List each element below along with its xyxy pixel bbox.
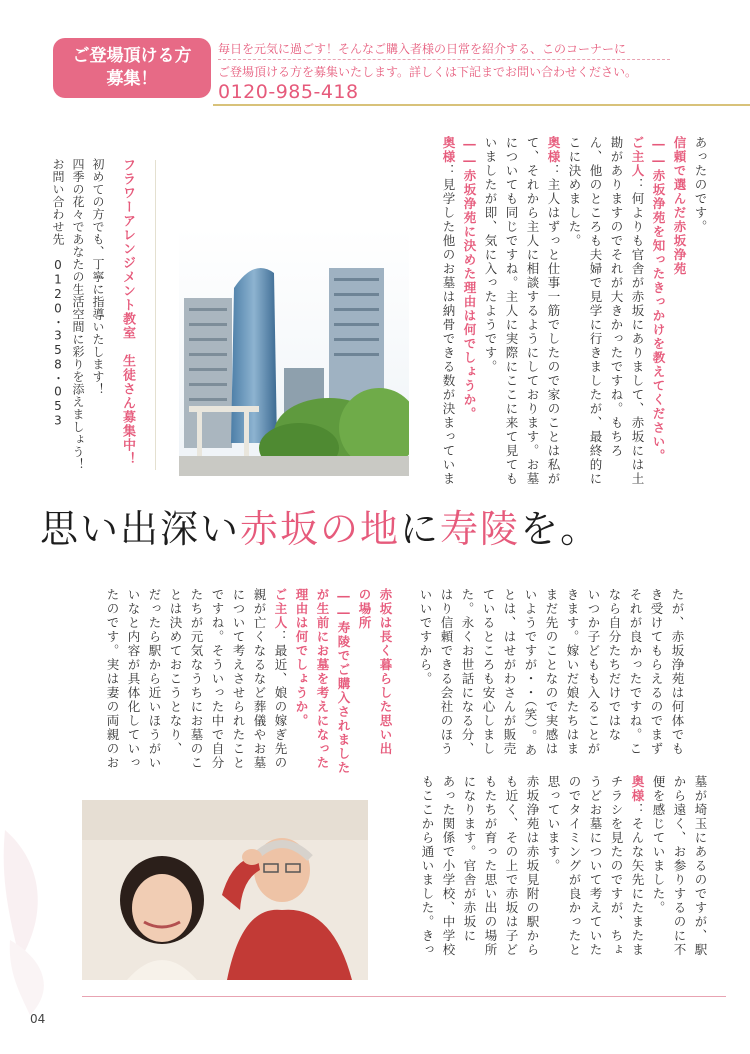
couple-photo bbox=[82, 800, 368, 980]
upper-question: ――赤坂浄苑に決めた理由は何でしょうか。 bbox=[462, 136, 477, 421]
title-part5: を。 bbox=[520, 507, 601, 551]
lower-text: きます。嫁いだ娘たちはま bbox=[565, 588, 580, 756]
page-number: 04 bbox=[30, 1012, 46, 1026]
lower-column bbox=[228, 588, 249, 788]
upper-column bbox=[669, 136, 690, 488]
contact-phone: 0120・358・053 bbox=[51, 258, 65, 428]
lower-column bbox=[438, 775, 459, 987]
lower-column bbox=[207, 588, 228, 788]
lower-column bbox=[186, 588, 207, 788]
upper-text: こに決めました。 bbox=[567, 136, 582, 248]
upper-column bbox=[564, 136, 585, 488]
lower-column bbox=[499, 588, 520, 766]
upper-speaker: 奥様 bbox=[546, 136, 561, 164]
lower-column bbox=[606, 775, 627, 987]
lower-text: はり信頼できる会社のほう bbox=[439, 588, 454, 756]
lower-column bbox=[436, 588, 457, 766]
upper-column bbox=[459, 136, 480, 488]
lower-text: いつか子どもも入ることが bbox=[586, 588, 601, 756]
lower-text: それが良かったですね。こ bbox=[628, 588, 643, 756]
upper-speaker: 奥様 bbox=[441, 136, 456, 164]
lower-text: だったら駅から近いほうがい bbox=[147, 588, 162, 770]
upper-text: いましたが即、気に入ったようです。 bbox=[483, 136, 498, 374]
upper-column bbox=[543, 136, 564, 488]
lower-column bbox=[690, 775, 711, 987]
lower-speaker: ご主人 bbox=[273, 588, 288, 630]
upper-text: ：見学した他のお墓は納骨できる数が決まっていま bbox=[441, 164, 456, 486]
lower-heading: の場所 bbox=[357, 588, 372, 630]
lower-column bbox=[646, 588, 667, 766]
lower-text: き受けてもらえるのでまず bbox=[649, 588, 664, 756]
lower-text: いようですが・・（笑）。あ bbox=[523, 588, 538, 758]
upper-heading: 信頼で選んだ赤坂浄苑 bbox=[672, 136, 687, 276]
lower-text: になります。官舎が赤坂に bbox=[462, 775, 477, 943]
lower-column bbox=[478, 588, 499, 766]
header-phone: 0120-985-418 bbox=[218, 81, 359, 103]
lower-text: 便を感じていました。 bbox=[651, 775, 666, 915]
flower-class-contact bbox=[50, 158, 67, 428]
lower-text: チラシを見たのですが、ちょ bbox=[609, 775, 624, 957]
lower-text: ですね。そういった中で自分 bbox=[210, 588, 225, 770]
lower-text: のでタイミングが良かったと bbox=[567, 775, 582, 957]
lower-column bbox=[249, 588, 270, 788]
lower-column bbox=[457, 588, 478, 766]
lower-text: たちが元気なうちにお墓のこ bbox=[189, 588, 204, 770]
upper-text: ：何よりも官舎が赤坂にありまして、赤坂には土 bbox=[630, 178, 645, 486]
upper-column bbox=[690, 136, 711, 488]
upper-column bbox=[627, 136, 648, 488]
lower-column bbox=[123, 588, 144, 788]
upper-text: ：主人はずっと仕事一筋でしたので家のことは私が bbox=[546, 164, 561, 486]
lower-column bbox=[648, 775, 669, 987]
lower-text: ：そんな矢先にたまたま bbox=[630, 803, 645, 957]
lower-question: ――寿陵でご購入されました bbox=[336, 588, 351, 775]
lower-column bbox=[375, 588, 396, 788]
lower-column bbox=[562, 588, 583, 766]
lower-heading: 赤坂は長く暮らした思い出 bbox=[378, 588, 393, 756]
lower-column bbox=[522, 775, 543, 987]
article-title bbox=[40, 498, 740, 558]
notice-line1: 毎日を元気に過ごす！そんなご購入者様の日常を紹介する、このコーナーに bbox=[218, 42, 627, 56]
title-part4: 寿陵 bbox=[440, 507, 521, 551]
title-part1: 思い出深い bbox=[40, 507, 241, 551]
upper-column bbox=[480, 136, 501, 488]
lower-text: いいですから。 bbox=[418, 588, 433, 686]
title-part2: 赤坂の地 bbox=[240, 507, 401, 551]
flower-class-title: フラワーアレンジメント教室 生徒さん募集中！ bbox=[120, 158, 135, 466]
flower-class-box bbox=[38, 128, 188, 488]
lower-text: た。永くお世話になる分、 bbox=[460, 588, 475, 756]
notice-divider bbox=[218, 59, 670, 60]
lower-question: が生前にお墓を考えになった bbox=[315, 588, 330, 770]
lower-text: とは、はせがわさんが販売 bbox=[502, 588, 517, 756]
lower-column bbox=[501, 775, 522, 987]
lower-text: ているところも安心しまし bbox=[481, 588, 496, 756]
notice-line2: ご登場頂ける方を募集いたします。詳しくは下記までお問い合わせください。 bbox=[218, 65, 638, 79]
lower-column bbox=[667, 588, 688, 766]
leaf-decoration-icon bbox=[0, 820, 60, 1020]
lower-text: とは決めておこうとなり、 bbox=[168, 588, 183, 756]
lower-text: いなと内容が具体化していっ bbox=[126, 588, 141, 770]
lower-column bbox=[627, 775, 648, 987]
lower-column bbox=[543, 775, 564, 987]
lower-text: 赤坂浄苑は赤坂見附の駅から bbox=[525, 775, 540, 957]
lower-text: も近く、その上で赤坂は子ど bbox=[504, 775, 519, 957]
lower-column bbox=[520, 588, 541, 766]
upper-text: あったのです。 bbox=[693, 136, 708, 234]
lower-column bbox=[564, 775, 585, 987]
lower-text: あった関係で小学校、中学校 bbox=[441, 775, 456, 957]
upper-column bbox=[606, 136, 627, 488]
lower-question: 理由は何でしょうか。 bbox=[294, 588, 309, 728]
lower-column bbox=[312, 588, 333, 788]
upper-text: についても同じですね。主人に実際にここに来て見ても bbox=[504, 136, 519, 486]
upper-text: 勘がありますのでそれが大きかったですね。もちろ bbox=[609, 136, 624, 458]
upper-question: ――赤坂浄苑を知ったきっかけを教えてください。 bbox=[651, 136, 666, 463]
akasaka-city-photo bbox=[179, 228, 409, 476]
side-box-rule bbox=[155, 160, 156, 470]
lower-text: うどお墓について考えていた bbox=[588, 775, 603, 957]
lower-text: ：最近、娘の嫁ぎ先の bbox=[273, 630, 288, 770]
lower-text: なら自分たちだけではな bbox=[607, 588, 622, 742]
contact-label: お問い合わせ先 bbox=[51, 158, 65, 246]
lower-text: 思っています。 bbox=[546, 775, 561, 873]
lower-text: から遠く、お参りするのに不 bbox=[672, 775, 687, 957]
lower-column bbox=[102, 588, 123, 788]
lower-column bbox=[585, 775, 606, 987]
header-rule bbox=[213, 104, 750, 106]
lower-column bbox=[625, 588, 646, 766]
lower-column bbox=[417, 775, 438, 987]
lower-column bbox=[165, 588, 186, 788]
upper-column bbox=[438, 136, 459, 488]
lower-column bbox=[333, 588, 354, 788]
lower-column bbox=[604, 588, 625, 766]
lower-column bbox=[459, 775, 480, 987]
lower-column bbox=[354, 588, 375, 788]
lower-column bbox=[541, 588, 562, 766]
badge-line2: 募集！ bbox=[106, 69, 158, 89]
lower-column bbox=[415, 588, 436, 766]
lower-text: もここから通いました。きっ bbox=[420, 775, 435, 957]
lower-column bbox=[270, 588, 291, 788]
lower-column bbox=[480, 775, 501, 987]
lower-column bbox=[291, 588, 312, 788]
upper-column bbox=[648, 136, 669, 488]
badge-line1: ご登場頂ける方 bbox=[72, 46, 192, 66]
lower-text: まだ先のことなので実感は bbox=[544, 588, 559, 756]
footer-rule bbox=[82, 996, 726, 997]
flower-class-line1: 初めての方でも、丁寧に指導いたします！ bbox=[91, 158, 105, 396]
flower-class-line2: 四季の花々であなたの生活空間に彩りを添えましょう！ bbox=[71, 158, 85, 471]
lower-text: 親が亡くなるなど葬儀やお墓 bbox=[252, 588, 267, 770]
lower-text: について考えさせられたこと bbox=[231, 588, 246, 770]
lower-text: たのです。実は妻の両親のお bbox=[105, 588, 120, 770]
lower-column bbox=[144, 588, 165, 788]
upper-speaker: ご主人 bbox=[630, 136, 645, 178]
lower-column bbox=[583, 588, 604, 766]
lower-speaker: 奥様 bbox=[630, 775, 645, 803]
lower-text: たが、赤坂浄苑は何体でも bbox=[670, 588, 685, 756]
upper-text: ん、他のところも夫婦で見学に行きましたが、最終的に bbox=[588, 136, 603, 486]
lower-text: もたちが育った思い出の場所 bbox=[483, 775, 498, 957]
upper-column bbox=[585, 136, 606, 488]
lower-text: 墓が埼玉にあるのですが、駅 bbox=[693, 775, 708, 957]
upper-column bbox=[501, 136, 522, 488]
upper-column bbox=[522, 136, 543, 488]
upper-text: て、それから主人に相談するようにしております。お墓 bbox=[525, 136, 540, 486]
title-part3: に bbox=[400, 507, 441, 551]
lower-column bbox=[669, 775, 690, 987]
recruit-badge bbox=[53, 38, 211, 98]
